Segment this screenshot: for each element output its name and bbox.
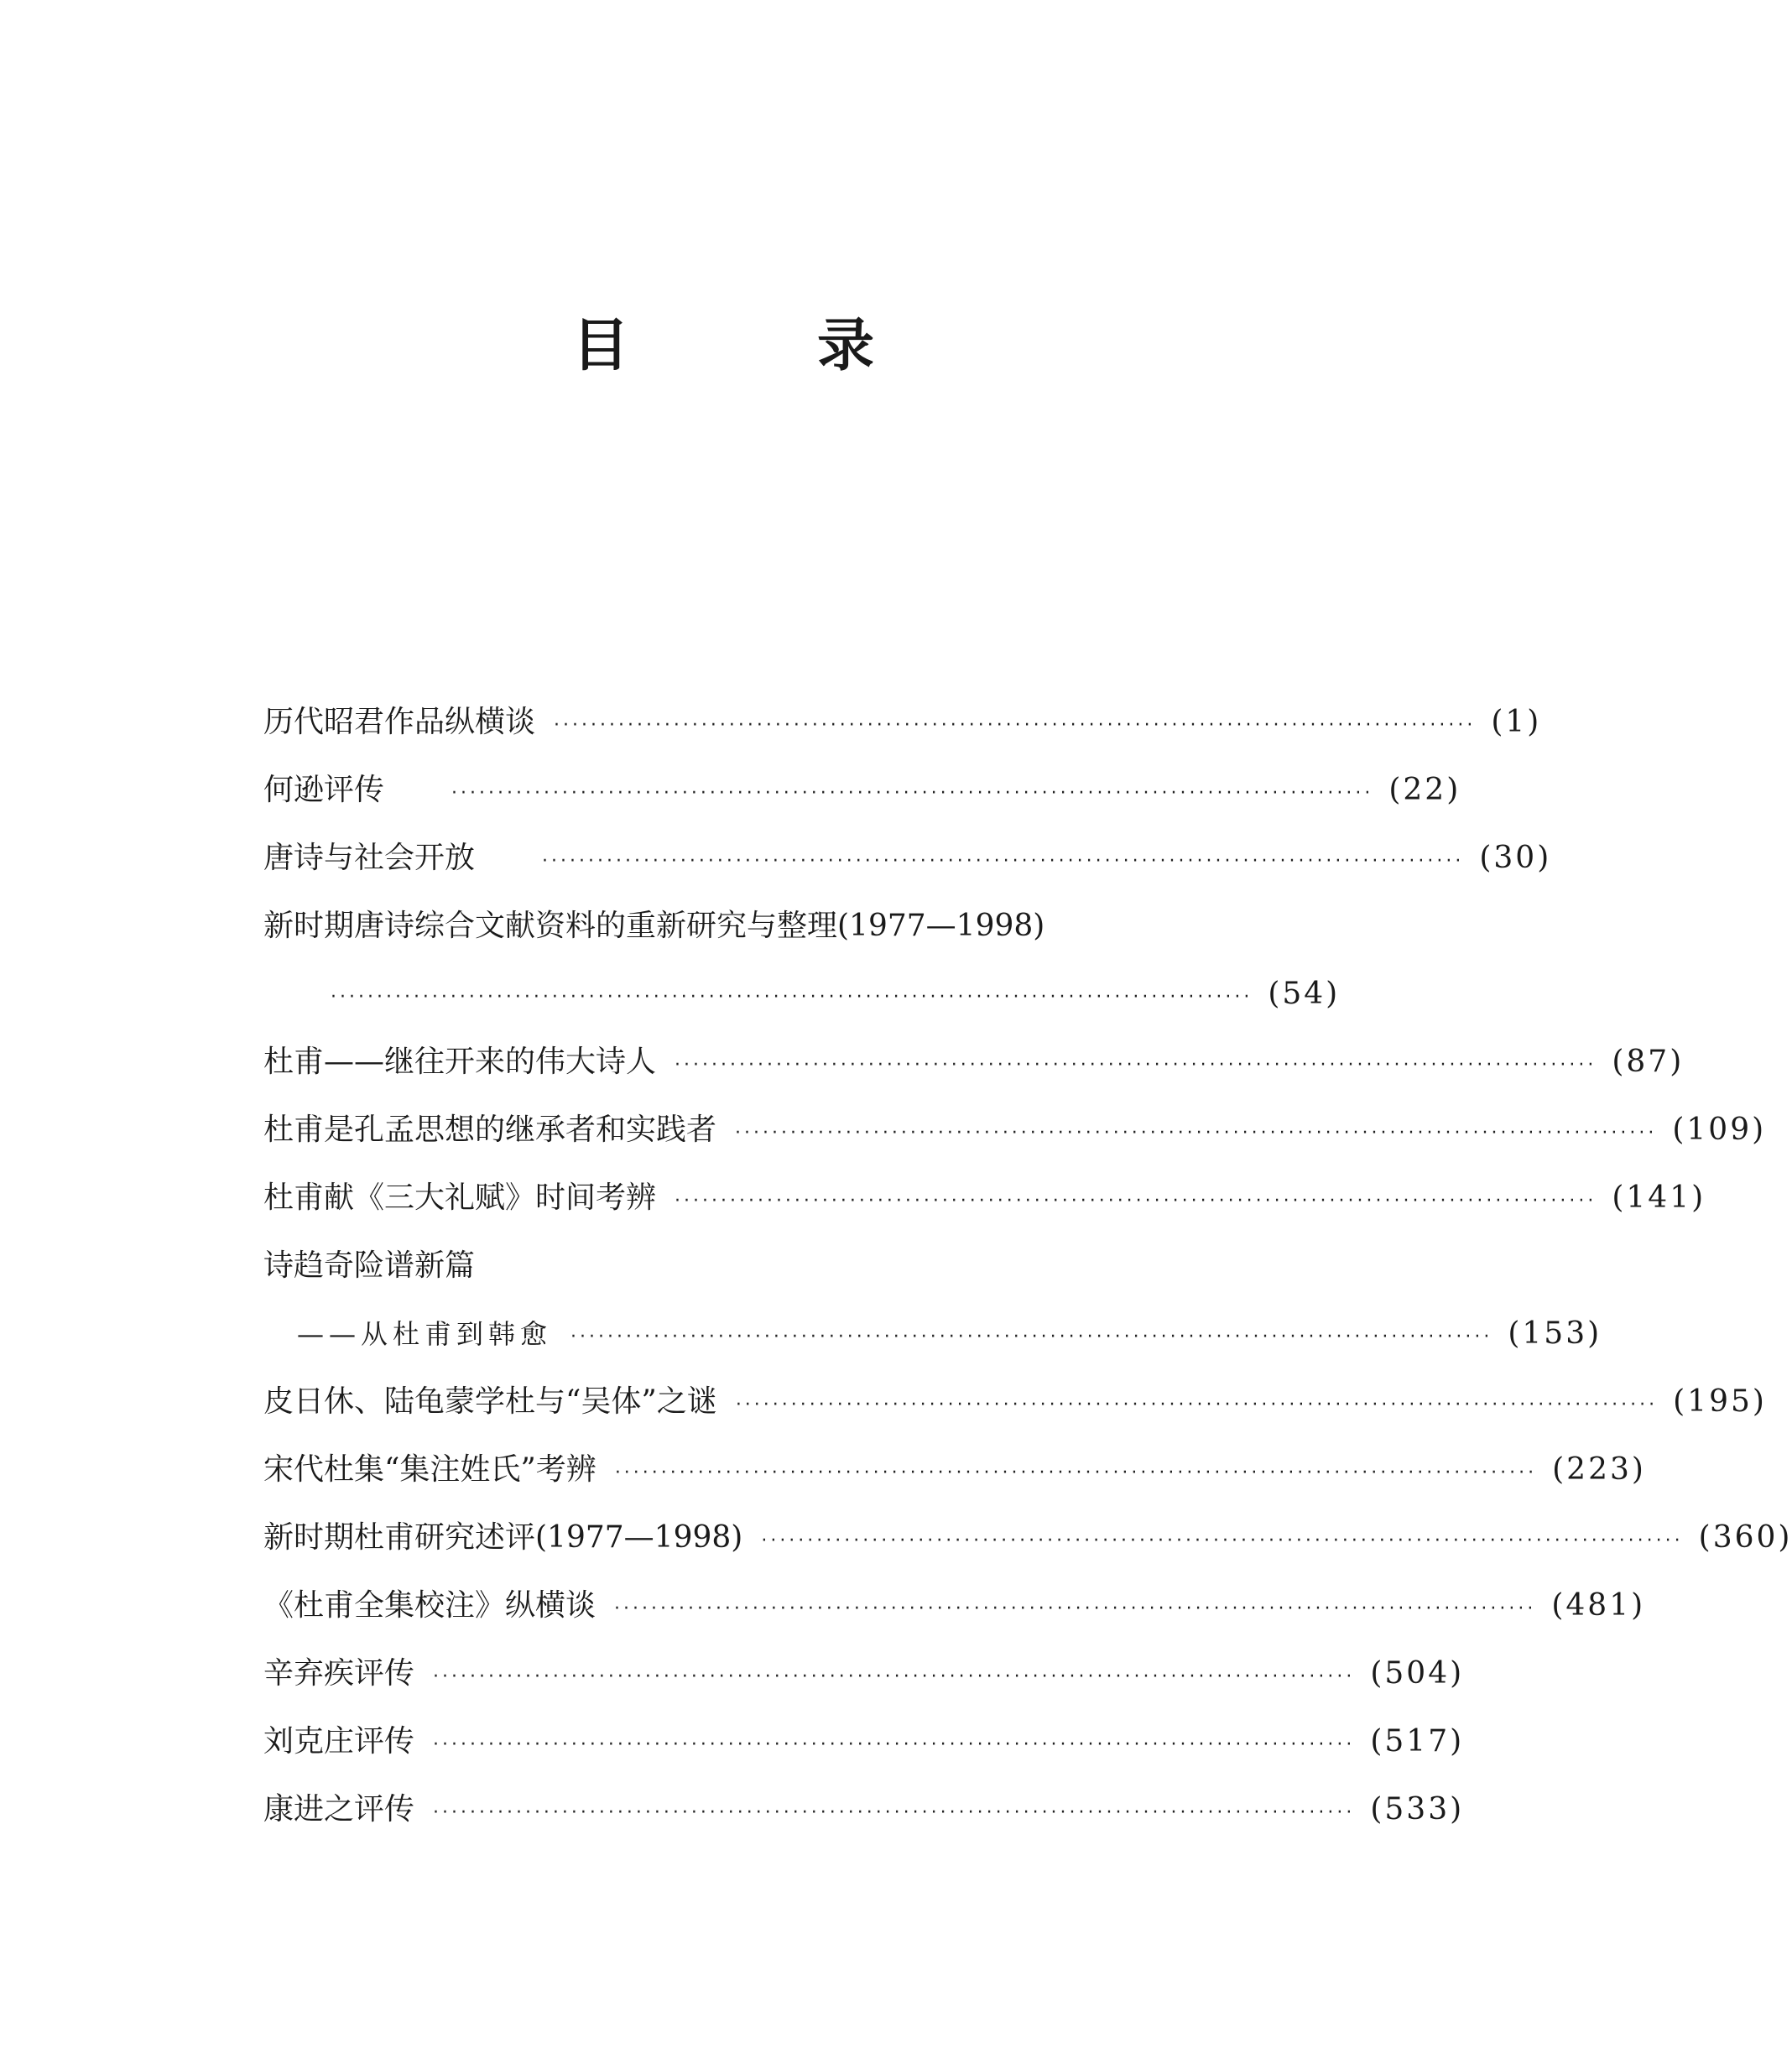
toc-entry-continuation[interactable] — [263, 1300, 1602, 1368]
toc-entry-title: 杜甫——继往开来的伟大诗人 — [263, 1044, 657, 1079]
dot-leader: ···································································································· — [614, 1597, 1537, 1619]
dot-leader: ···································································································· — [675, 1054, 1597, 1076]
toc-entry-title: 辛弃疾评传 — [263, 1655, 415, 1691]
toc-entry[interactable] — [263, 1639, 1465, 1707]
toc-entry[interactable] — [263, 1436, 1646, 1504]
toc-entry-page: (30) — [1479, 840, 1552, 875]
toc-entry-subtitle: ——从杜甫到韩愈 — [297, 1317, 553, 1350]
toc-entry-title: 宋代杜集“集注姓氏”考辨 — [263, 1451, 596, 1487]
toc-entry-page: (517) — [1370, 1723, 1465, 1759]
toc-entry-title: 唐诗与社会开放 — [263, 840, 476, 875]
toc-entry-page: (141) — [1612, 1180, 1706, 1215]
dot-leader: ···································································································· — [614, 1462, 1538, 1483]
toc-entry[interactable] — [263, 1707, 1465, 1775]
toc-entry-page: (1) — [1491, 704, 1542, 739]
dot-leader: ···································································································· — [451, 782, 1374, 804]
toc-entry-page: (481) — [1551, 1587, 1646, 1623]
toc-entry[interactable] — [263, 892, 1193, 960]
toc-entry-title: 新时期唐诗综合文献资料的重新研究与整理(1977—1998) — [263, 908, 1045, 943]
toc-entry-page: (195) — [1673, 1384, 1767, 1419]
table-of-contents — [263, 688, 1792, 1843]
toc-entry[interactable] — [263, 756, 1461, 824]
toc-entry[interactable] — [263, 1164, 1706, 1232]
toc-entry-title: 历代昭君作品纵横谈 — [263, 704, 536, 739]
toc-entry[interactable] — [263, 1232, 1193, 1300]
toc-entry-title: 《杜甫全集校注》纵横谈 — [263, 1587, 596, 1623]
dot-leader: ···································································································· — [331, 986, 1253, 1008]
toc-entry-title: 康进之评传 — [263, 1791, 415, 1827]
toc-entry-title: 皮日休、陆龟蒙学杜与“吴体”之谜 — [263, 1384, 717, 1419]
toc-entry-title: 新时期杜甫研究述评(1977—1998) — [263, 1519, 743, 1555]
toc-entry-page: (223) — [1552, 1451, 1646, 1487]
toc-entry-page: (54) — [1268, 976, 1341, 1011]
toc-entry[interactable] — [263, 1504, 1792, 1571]
toc-entry-page: (504) — [1370, 1655, 1465, 1691]
toc-entry[interactable] — [263, 1096, 1767, 1164]
page-title: 目 录 — [571, 312, 940, 379]
toc-entry[interactable] — [263, 1775, 1465, 1843]
toc-entry-page: (109) — [1672, 1112, 1767, 1147]
dot-leader: ···································································································· — [433, 1665, 1356, 1687]
toc-entry-page: (360) — [1698, 1519, 1792, 1555]
dot-leader: ···································································································· — [433, 1733, 1356, 1755]
toc-entry-page: (153) — [1508, 1316, 1602, 1351]
toc-entry-page: (533) — [1370, 1791, 1465, 1827]
toc-entry-title: 杜甫献《三大礼赋》时间考辨 — [263, 1180, 657, 1215]
toc-entry[interactable] — [263, 1571, 1646, 1639]
dot-leader: ···································································································· — [570, 1326, 1493, 1347]
toc-entry-title: 诗趋奇险谱新篇 — [263, 1248, 476, 1283]
toc-entry-title: 刘克庄评传 — [263, 1723, 415, 1759]
toc-entry[interactable] — [263, 1368, 1767, 1436]
toc-entry-page: (22) — [1388, 772, 1461, 807]
toc-entry[interactable] — [263, 824, 1552, 892]
dot-leader: ···································································································· — [735, 1122, 1658, 1144]
toc-entry-title: 杜甫是孔孟思想的继承者和实践者 — [263, 1112, 717, 1147]
dot-leader: ···································································································· — [554, 714, 1477, 736]
toc-entry-continuation[interactable] — [263, 960, 1341, 1028]
toc-entry-page: (87) — [1612, 1044, 1685, 1079]
toc-entry[interactable] — [263, 1028, 1685, 1096]
dot-leader: ···································································································· — [761, 1530, 1684, 1551]
dot-leader: ···································································································· — [675, 1190, 1597, 1212]
toc-entry[interactable] — [263, 688, 1542, 756]
dot-leader: ···································································································· — [542, 850, 1465, 872]
toc-entry-title: 何逊评传 — [263, 772, 385, 807]
dot-leader: ···································································································· — [735, 1394, 1659, 1415]
dot-leader: ···································································································· — [433, 1801, 1356, 1823]
